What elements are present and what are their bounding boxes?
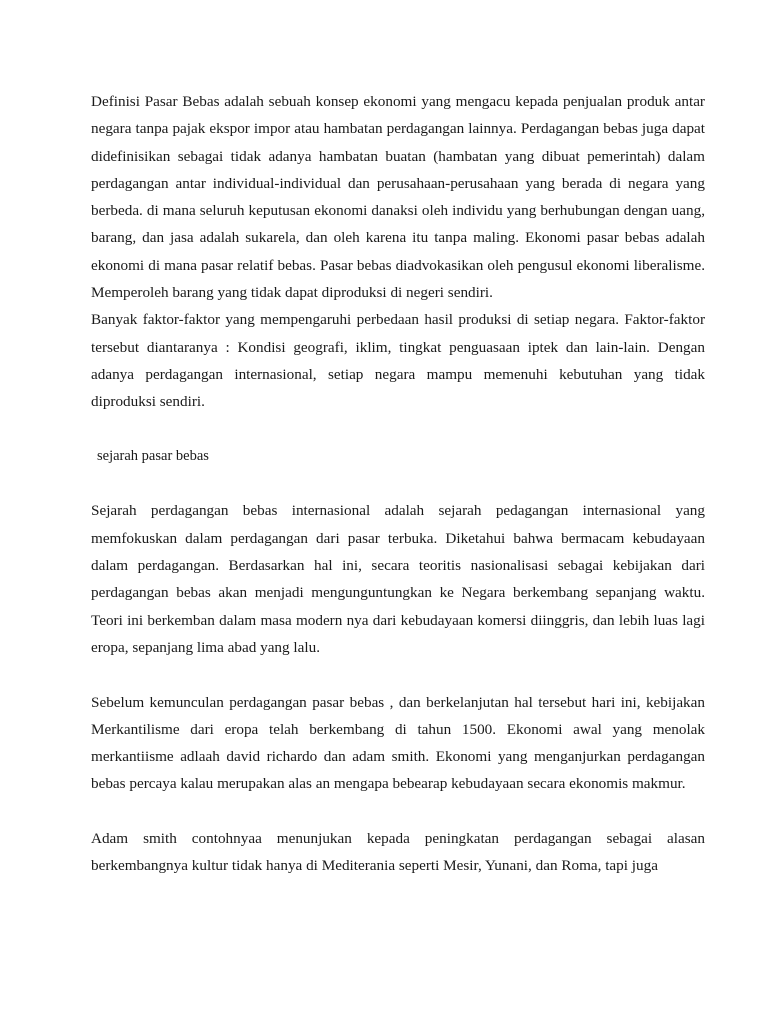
paragraph-factors: Banyak faktor-faktor yang mempengaruhi perbedaan hasil produksi di setiap negara. Faktor-faktor tersebut diantaranya : Kondisi geografi, iklim, tingkat penguasaan iptek dan lain-lain. Dengan adanya perdagangan internasional, setiap negara mampu memenuhi kebutuhan yang tidak diproduksi sendiri.: [91, 311, 705, 411]
blank-line: [91, 798, 705, 825]
blank-line: [91, 416, 705, 443]
paragraph-definition: Definisi Pasar Bebas adalah sebuah konsep ekonomi yang mengacu kepada penjualan produk antar negara tanpa pajak ekspor impor atau hambatan perdagangan lainnya. Perdagangan bebas juga dapat didefinisikan sebagai tidak adanya hambatan buatan (hambatan yang dibuat pemerintah) dalam perdagangan antar individual-individual dan perusahaan-perusahaan yang berada di negara yang berbeda. di mana seluruh keputusan ekonomi danaksi oleh individu yang berhubungan dengan uang, barang, dan jasa adalah sukarela, dan oleh karena itu tanpa maling. Ekonomi pasar bebas adalah ekonomi di mana pasar relatif bebas. Pasar bebas diadvokasikan oleh pengusul ekonomi liberalisme. Memperoleh barang yang tidak dapat diproduksi di negeri sendiri.: [91, 93, 705, 302]
paragraph-adam-smith: Adam smith contohnyaa menunjukan kepada peningkatan perdagangan sebagai alasan berkembangnya kultur tidak hanya di Mediterania seperti Mesir, Yunani, dan Roma, tapi juga: [91, 830, 705, 875]
section-heading: sejarah pasar bebas: [97, 447, 209, 464]
blank-line: [91, 470, 705, 497]
paragraph-mercantilism: Sebelum kemunculan perdagangan pasar bebas , dan berkelanjutan hal tersebut hari ini, kebijakan Merkantilisme dari eropa telah berkembang di tahun 1500. Ekonomi awal yang menolak merkantiisme adlaah david richardo dan adam smith. Ekonomi yang menganjurkan perdagangan bebas percaya kalau merupakan alas an mengapa bebearap kebudayaan secara ekonomis makmur.: [91, 693, 705, 793]
paragraph-history: Sejarah perdagangan bebas internasional adalah sejarah pedagangan internasional yang memfokuskan dalam perdagangan dari pasar terbuka. Diketahui bahwa bermacam kebudayaan dalam perdagangan. Berdasarkan hal ini, secara teoritis nasionalisasi sebagai kebijakan dari perdagangan bebas akan menjadi mengunguntungkan ke Negara berkembang sepanjang waktu. Teori ini berkemban dalam masa modern nya dari kebudayaan komersi diinggris, dan lebih luas lagi eropa, sepanjang lima abad yang lalu.: [91, 502, 705, 656]
blank-line: [91, 661, 705, 688]
document-page: [91, 88, 705, 880]
